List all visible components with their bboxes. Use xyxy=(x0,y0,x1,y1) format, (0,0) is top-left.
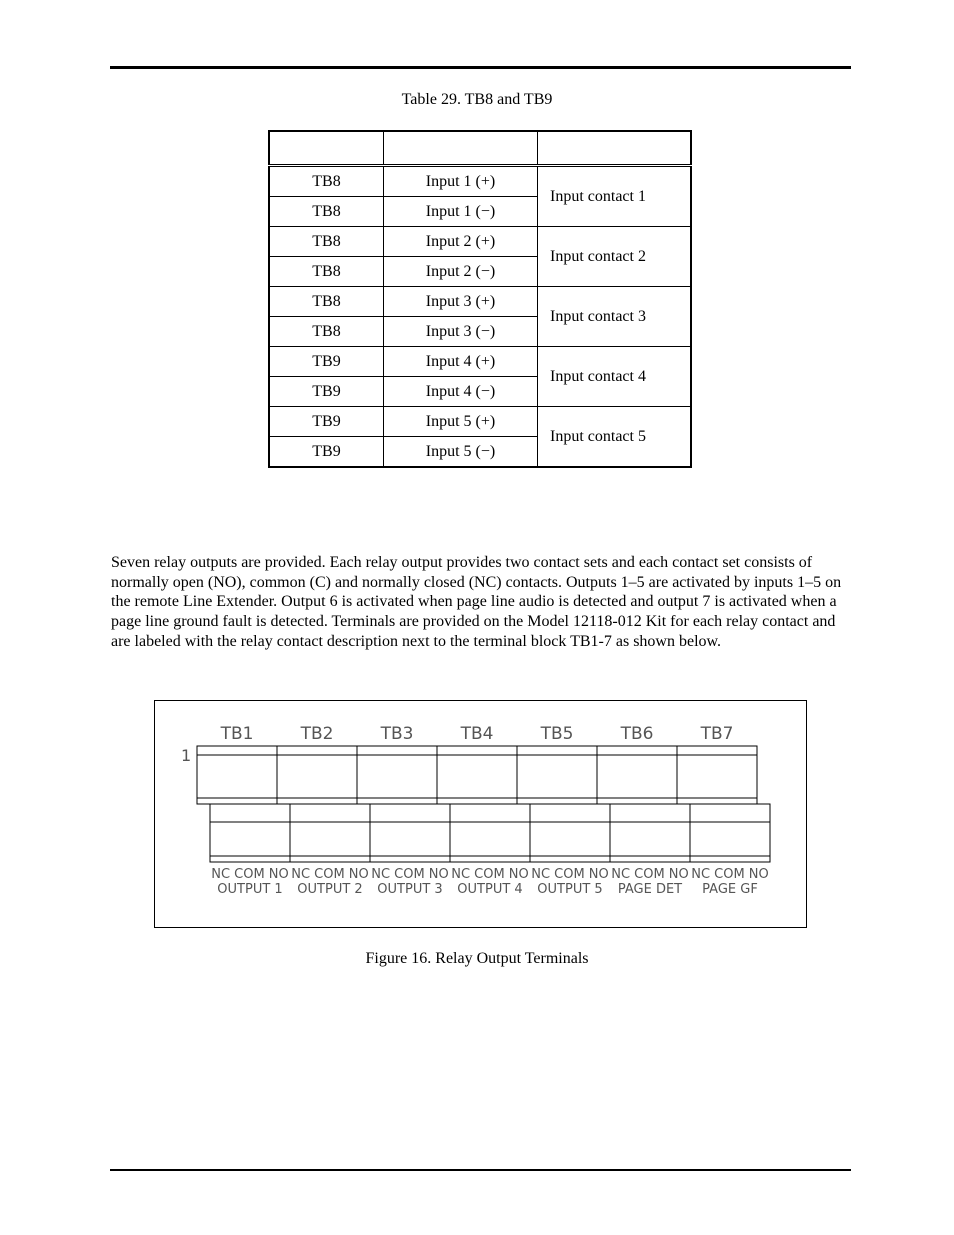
contact-labels: NC COM NO xyxy=(291,867,369,882)
signal-cell: Input 2 (+) xyxy=(384,227,538,257)
relay-outputs-paragraph: Seven relay outputs are provided. Each relay output provides two contact sets and each contact set consists of normally open (NO), common (C) and normally closed (NC) contacts. Outputs 1–5 are activated by inputs 1–5 on the remote Line Extender. Output 6 is activated when page line audio is detected and output 7 is activated when a page line ground fault is detected. Terminals are provided on the Model 12118-012 Kit for each relay contact and are labeled with the relay contact description next to the terminal block TB1-7 as shown below. xyxy=(111,554,842,650)
contact-labels: NC COM NO xyxy=(691,867,769,882)
table-row xyxy=(269,347,691,377)
terminal-block-label: TB4 xyxy=(460,724,494,744)
terminal-block-label: TB1 xyxy=(220,724,254,744)
terminal-block-label: TB2 xyxy=(300,724,334,744)
signal-cell: Input 1 (+) xyxy=(384,166,538,197)
signal-cell: Input 1 (−) xyxy=(384,197,538,227)
signal-cell: Input 2 (−) xyxy=(384,257,538,287)
description-cell: Input contact 4 xyxy=(538,347,691,407)
terminal-cell: TB9 xyxy=(269,437,384,468)
table-caption: Table 29. TB8 and TB9 xyxy=(401,91,553,108)
figure-caption: Figure 16. Relay Output Terminals xyxy=(365,950,589,967)
signal-cell: Input 3 (+) xyxy=(384,287,538,317)
terminal-cell: TB9 xyxy=(269,347,384,377)
output-label: OUTPUT 1 xyxy=(217,882,283,897)
signal-cell: Input 5 (+) xyxy=(384,407,538,437)
relay-terminals-figure xyxy=(154,700,807,928)
table-row xyxy=(269,287,691,317)
output-label: PAGE GF xyxy=(702,882,758,897)
terminal-cell: TB9 xyxy=(269,377,384,407)
table-row xyxy=(269,166,691,197)
signal-cell: Input 4 (+) xyxy=(384,347,538,377)
footer-rule xyxy=(110,1169,851,1171)
pin-one-label: 1 xyxy=(181,746,192,765)
terminal-cell: TB8 xyxy=(269,257,384,287)
terminal-cell: TB8 xyxy=(269,197,384,227)
header-cell-3 xyxy=(538,131,691,166)
table-row xyxy=(269,407,691,437)
contact-labels: NC COM NO xyxy=(611,867,689,882)
contact-labels: NC COM NO xyxy=(531,867,609,882)
description-cell: Input contact 5 xyxy=(538,407,691,468)
contact-labels: NC COM NO xyxy=(451,867,529,882)
terminal-block-label: TB5 xyxy=(540,724,574,744)
output-label: OUTPUT 4 xyxy=(457,882,523,897)
lower-terminal-row xyxy=(210,804,770,862)
contact-labels: NC COM NO xyxy=(371,867,449,882)
terminal-cell: TB8 xyxy=(269,317,384,347)
table-header-row xyxy=(269,131,691,166)
output-label: OUTPUT 5 xyxy=(537,882,603,897)
terminal-cell: TB9 xyxy=(269,407,384,437)
terminal-cell: TB8 xyxy=(269,227,384,257)
header-cell-1 xyxy=(269,131,384,166)
relay-terminals-diagram xyxy=(155,701,806,927)
tb8-tb9-table xyxy=(268,130,692,468)
description-cell: Input contact 1 xyxy=(538,166,691,227)
signal-cell: Input 5 (−) xyxy=(384,437,538,468)
description-cell: Input contact 3 xyxy=(538,287,691,347)
terminal-block-label: TB7 xyxy=(700,724,734,744)
signal-cell: Input 3 (−) xyxy=(384,317,538,347)
terminal-block-label: TB3 xyxy=(380,724,414,744)
output-label: PAGE DET xyxy=(617,882,683,897)
signal-cell: Input 4 (−) xyxy=(384,377,538,407)
terminal-block-label: TB6 xyxy=(620,724,654,744)
header-rule xyxy=(110,66,851,69)
terminal-cell: TB8 xyxy=(269,287,384,317)
description-cell: Input contact 2 xyxy=(538,227,691,287)
contact-labels: NC COM NO xyxy=(211,867,289,882)
output-label: OUTPUT 2 xyxy=(297,882,363,897)
terminal-cell: TB8 xyxy=(269,166,384,197)
header-cell-2 xyxy=(384,131,538,166)
output-label: OUTPUT 3 xyxy=(377,882,443,897)
table-row xyxy=(269,227,691,257)
